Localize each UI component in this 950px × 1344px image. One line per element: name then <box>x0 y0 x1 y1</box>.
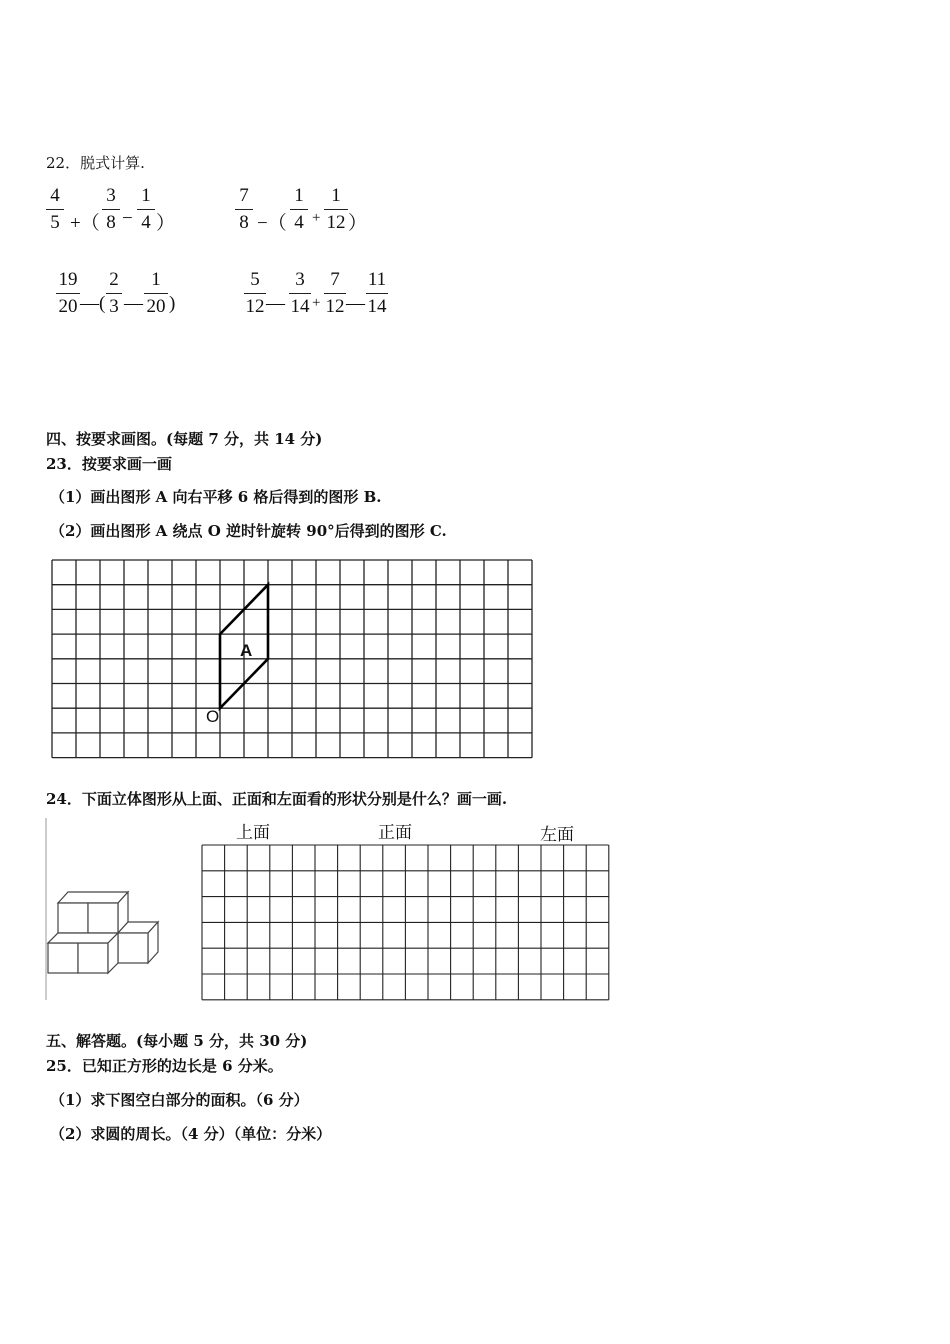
fraction <box>46 185 64 234</box>
view-front-label: 正面 <box>378 823 412 842</box>
shape-a-label: A <box>240 641 253 660</box>
numerator: 19 <box>58 269 78 290</box>
fraction <box>244 269 266 318</box>
operator: — <box>346 293 365 314</box>
operator: ） <box>348 213 368 234</box>
denominator: 4 <box>294 212 304 233</box>
q25-title: 25．已知正方形的边长是 6 分米。 <box>46 1057 283 1075</box>
cube-front-face <box>58 903 88 933</box>
q24-title: 24．下面立体图形从上面、正面和左面看的形状分别是什么？画一画. <box>46 790 508 808</box>
fraction <box>324 185 348 234</box>
denominator: 12 <box>325 296 345 317</box>
numerator: 3 <box>295 269 305 290</box>
view-top-label: 上面 <box>236 823 270 842</box>
numerator: 1 <box>151 269 161 290</box>
denominator: 4 <box>141 212 151 233</box>
denominator: 8 <box>106 212 116 233</box>
q23-part2: （2）画出图形 A 绕点 O 逆时针旋转 90°后得到的图形 C. <box>50 522 447 540</box>
operator: + <box>312 210 321 226</box>
cube-top-face <box>58 892 128 903</box>
numerator: 11 <box>367 269 387 290</box>
operator: —( <box>80 293 106 314</box>
operator: — <box>266 293 285 314</box>
fraction <box>289 269 311 318</box>
operator: + <box>312 295 321 311</box>
cube-front-face <box>78 943 108 973</box>
operator: − <box>122 208 133 229</box>
fraction <box>366 269 388 318</box>
q25-part2: （2）求圆的周长。（4 分）（单位：分米） <box>50 1125 332 1143</box>
denominator: 14 <box>290 296 310 317</box>
numerator: 1 <box>294 185 304 206</box>
numerator: 5 <box>250 269 260 290</box>
numerator: 7 <box>239 185 249 206</box>
numerator: 1 <box>141 185 151 206</box>
numerator: 4 <box>50 185 60 206</box>
q22-title: 22．脱式计算. <box>46 154 145 172</box>
denominator: 12 <box>245 296 265 317</box>
q25-part1: （1）求下图空白部分的面积。（6 分） <box>50 1091 309 1109</box>
point-o-label: O <box>206 707 220 726</box>
denominator: 14 <box>367 296 387 317</box>
fraction <box>56 269 80 318</box>
fraction <box>137 185 155 234</box>
denominator: 8 <box>239 212 249 233</box>
fraction <box>235 185 253 234</box>
operator: ） <box>156 213 176 234</box>
cube-front-face <box>118 933 148 963</box>
q23-part1: （1）画出图形 A 向右平移 6 格后得到的图形 B. <box>50 488 382 506</box>
operator: −（ <box>257 213 287 234</box>
fraction <box>144 269 168 318</box>
cube-front-face <box>88 903 118 933</box>
q24-grid[interactable] <box>201 844 613 1002</box>
operator: +（ <box>70 213 100 234</box>
denominator: 5 <box>50 212 60 233</box>
view-left-label: 左面 <box>540 825 574 844</box>
cube-stack <box>48 892 158 973</box>
denominator: 3 <box>109 296 119 317</box>
operator: ) <box>169 293 176 314</box>
numerator: 3 <box>106 185 116 206</box>
denominator: 20 <box>146 296 166 317</box>
numerator: 1 <box>331 185 341 206</box>
cube-figure <box>44 818 164 1002</box>
cube-front-face <box>48 943 78 973</box>
numerator: 7 <box>330 269 340 290</box>
numerator: 2 <box>109 269 119 290</box>
cube-top-face <box>48 933 118 943</box>
fraction <box>324 269 346 318</box>
denominator: 20 <box>58 296 78 317</box>
denominator: 12 <box>326 212 346 233</box>
section-5-heading: 五、解答题。(每小题 5 分，共 30 分) <box>46 1032 308 1050</box>
operator: — <box>124 293 143 314</box>
section-4-heading: 四、按要求画图。(每题 7 分，共 14 分) <box>46 430 323 448</box>
fraction <box>106 269 122 318</box>
q23-title: 23．按要求画一画 <box>46 455 172 473</box>
fraction <box>102 185 120 234</box>
q23-grid[interactable] <box>50 558 534 760</box>
fraction <box>290 185 308 234</box>
